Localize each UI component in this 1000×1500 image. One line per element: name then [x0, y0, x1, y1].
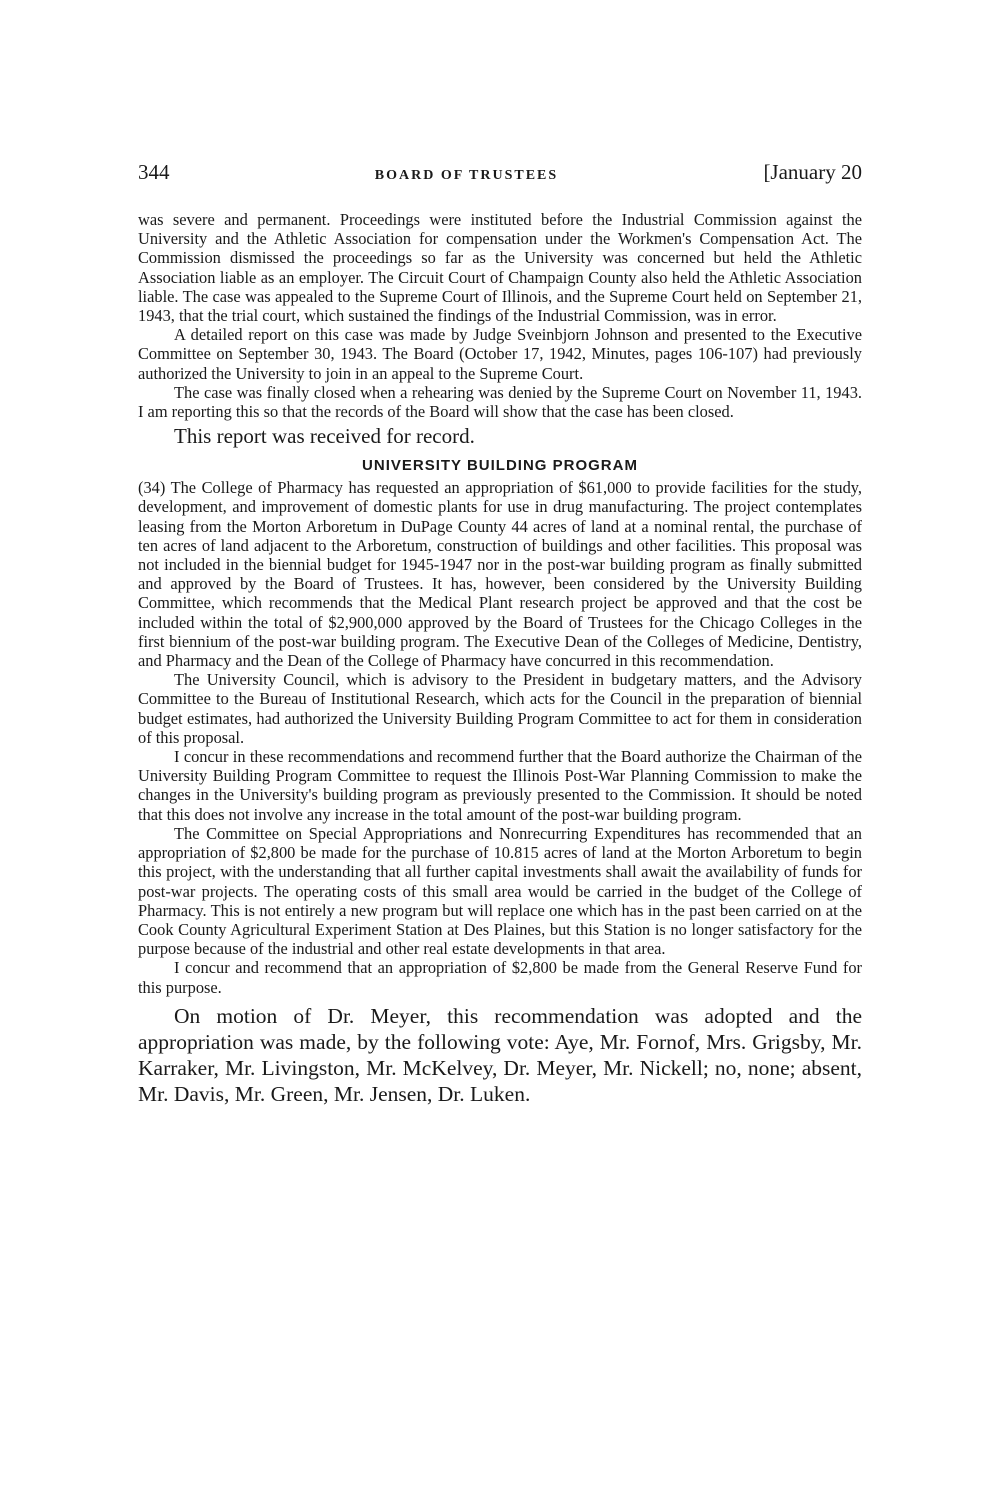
- report-body: [138, 210, 862, 421]
- page-number: 344: [138, 160, 170, 184]
- paragraph: A detailed report on this case was made by Judge Sveinbjorn Johnson and presented to the Executive Committee on September 30, 1943. The Board (October 17, 1942, Minutes, pages 106-107) had previously authorized the University to join in an appeal to the Supreme Court.: [138, 325, 862, 383]
- section-body: [138, 478, 862, 996]
- paragraph: The Committee on Special Appropriations and Nonrecurring Expenditures has recommended that an appropriation of $2,800 be made for the purchase of 10.815 acres of land at the Morton Arboretum to begin this project, with the understanding that all further capital investments shall await the availability of funds for post-war projects. The operating costs of this small area would be carried in the budget of the College of Pharmacy. This is not entirely a new program but will replace one which has in the past been carried on at the Cook County Agricultural Experiment Station at Des Plaines, but this Station is no longer satisfactory for the purpose because of the industrial and other real estate developments in that area.: [138, 823, 862, 959]
- paragraph: The University Council, which is advisory to the President in budgetary matters, and the Advisory Committee to the Bureau of Institutional Research, which acts for the Council in the preparation of biennial budget estimates, had authorized the University Building Program Committee to act for them in consideration of this proposal.: [138, 670, 862, 747]
- paragraph: I concur in these recommendations and recommend further that the Board authorize the Chairman of the University Building Program Committee to request the Illinois Post-War Planning Commission to make the changes in the University's building program as previously presented to the Commission. It should be noted that this does not involve any increase in the total amount of the post-war building program.: [138, 747, 862, 824]
- paragraph: (34) The College of Pharmacy has requested an appropriation of $61,000 to provide facilities for the study, development, and improvement of domestic plants for use in drug manufacturing. The project contemplates leasing from the Morton Arboretum in DuPage County 44 acres of land at a nominal rental, the purchase of ten acres of land adjacent to the Arboretum, construction of buildings and other facilities. This proposal was not included in the biennial budget for 1945-1947 nor in the post-war building program as finally submitted and approved by the Board of Trustees. It has, however, been considered by the University Building Committee, which recommends that the Medical Plant research project be approved and that the cost be included within the total of $2,900,000 approved by the Board of Trustees for the Chicago Colleges in the first biennium of the post-war building program. The Executive Dean of the Colleges of Medicine, Dentistry, and Pharmacy and the Dean of the College of Pharmacy have concurred in this recommendation.: [138, 478, 862, 671]
- paragraph: was severe and permanent. Proceedings were instituted before the Industrial Commission against the University and the Athletic Association for compensation under the Workmen's Compensation Act. The Commission dismissed the proceedings so far as the University was concerned but held the Athletic Association liable as an employer. The Circuit Court of Champaign County also held the Athletic Association liable. The case was appealed to the Supreme Court of Illinois, and the Supreme Court held on September 21, 1943, that the trial court, which sustained the findings of the Industrial Commission, was in error.: [138, 210, 862, 326]
- document-page: [138, 160, 862, 1107]
- paragraph: I concur and recommend that an appropriation of $2,800 be made from the General Reserve Fund for this purpose.: [138, 958, 862, 997]
- motion-statement: On motion of Dr. Meyer, this recommendation was adopted and the appropriation was made, by the following vote: Aye, Mr. Fornof, Mrs. Grigsby, Mr. Karraker, Mr. Livingston, Mr. McKelvey, Dr. Meyer, Mr. Nickell; no, none; absent, Mr. Davis, Mr. Green, Mr. Jensen, Dr. Luken.: [138, 1003, 862, 1106]
- section-heading: UNIVERSITY BUILDING PROGRAM: [362, 457, 638, 475]
- record-statement: This report was received for record.: [174, 424, 475, 449]
- running-header: [138, 160, 862, 192]
- paragraph: The case was finally closed when a rehearing was denied by the Supreme Court on November 11, 1943. I am reporting this so that the records of the Board will show that the case has been closed.: [138, 382, 862, 422]
- running-title: BOARD OF TRUSTEES: [374, 168, 559, 183]
- header-date: [January 20: [763, 160, 862, 184]
